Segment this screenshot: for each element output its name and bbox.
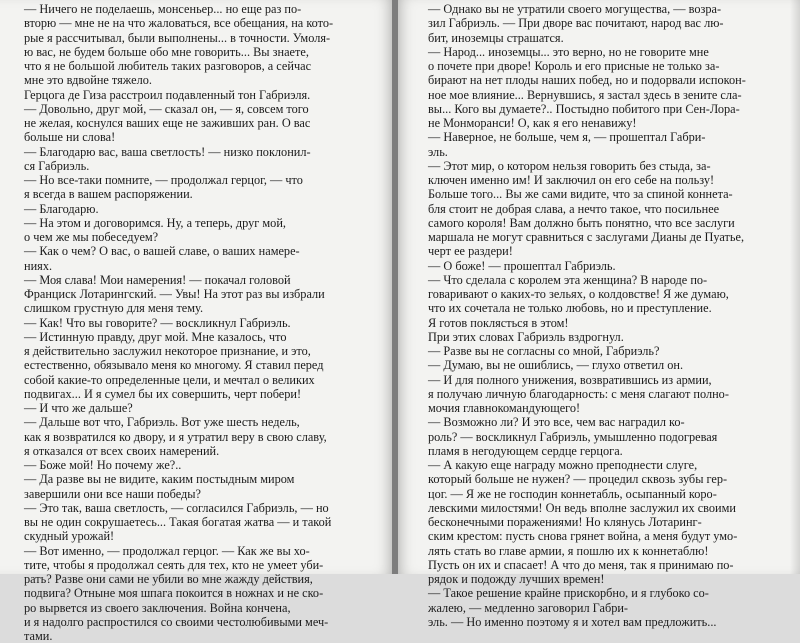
text-line: который больше не нужен? — процедил сквозь зубы гер-	[428, 472, 728, 487]
text-line: — Довольно, друг мой, — сказал он, — я, совсем того	[24, 101, 309, 116]
text-line: ся Габриэль.	[24, 158, 90, 173]
text-line: — Благодарю.	[24, 201, 99, 216]
text-line: левскими милостями! Он ведь вполне заслужил их своими	[428, 500, 736, 515]
text-line: о чем же мы побеседуем?	[24, 230, 159, 244]
text-line: — Боже мой! Но почему же?..	[24, 458, 182, 472]
text-line: маршала не могут сравниться с заслугами Дианы де Пуатье,	[428, 230, 745, 244]
right-page	[398, 0, 800, 629]
text-line: я отказался от всех своих намерений.	[24, 443, 220, 458]
text-line: и я надолго распростился со своими честолюбивыми меч-	[24, 614, 329, 629]
text-line: лять стать во главе армии, я пошлю их к коннетаблю!	[428, 543, 709, 558]
text-line: что я не большой любитель таких разговоров, а сейчас	[24, 59, 312, 73]
text-line: слишком грустную для меня тему.	[24, 301, 204, 316]
text-line: — На этом и договоримся. Ну, а теперь, друг мой,	[24, 215, 286, 230]
text-line: — Да разве вы не видите, каким постыдным миром	[24, 472, 295, 487]
text-line: Больше того... Вы же сами видите, что за спиной коннета-	[428, 187, 733, 202]
text-line: о почете при дворе! Король и его присные не только за-	[428, 59, 720, 73]
text-line: бит, иноземцы страшатся.	[428, 30, 564, 45]
text-line: я действительно заслужил некоторое признание, и это,	[24, 344, 311, 358]
text-line: жалею, — медленно заговорил Габри-	[428, 600, 629, 615]
text-line: — А какую еще награду можно преподнести слуге,	[428, 458, 698, 472]
text-line: рать? Разве они сами не убили во мне жажду действия,	[24, 572, 313, 586]
text-line: что их сочетала не только любовь, но и преступление.	[428, 301, 712, 316]
text-line: эль.	[428, 144, 448, 159]
text-line: вы... Кого вы думаете?.. Постыдно побитого при Сен-Лора-	[428, 101, 740, 116]
text-line: собой какие-то определенные цели, и мечтал о великих	[24, 372, 315, 387]
text-line: зил Габриэль. — При дворе вас почитают, народ вас лю-	[428, 16, 724, 31]
text-line: — Ничего не поделаешь, монсеньер... но еще раз по-	[24, 2, 302, 16]
text-line: ключен именно им! И заключил он его себе на пользу!	[428, 173, 715, 187]
text-line: — Возможно ли? И это все, чем вас наградил ко-	[428, 415, 685, 430]
text-line: Пусть он их и спасает! А что до меня, так я принимаю по-	[428, 557, 734, 572]
text-line: черт ее раздери!	[428, 244, 513, 259]
text-line: — Истинную правду, друг мой. Мне казалось, что	[24, 329, 287, 344]
text-line: как я возвратился ко двору, и я утратил веру в свою славу,	[24, 429, 327, 444]
text-line: вы не один сокрушаетесь... Такая богатая жатва — и такой	[24, 515, 332, 529]
text-line: — Вот именно, — продолжал герцог. — Как же вы хо-	[24, 543, 310, 558]
text-line: ро вырвется из своего заключения. Война кончена,	[24, 600, 291, 615]
text-line: самого короля! Вам должно быть понятно, что все заслуги	[428, 215, 735, 230]
left-page	[0, 0, 392, 643]
text-line: бля стоит не добрая слава, а нечто такое, что посильнее	[428, 201, 720, 216]
page-edge-shadow	[790, 0, 800, 574]
text-line: пламя в негодующем сердце герцога.	[428, 443, 623, 458]
text-line: естественно, обязывало меня ко многому. Я ставил перед	[24, 358, 324, 373]
text-line: мне это вдвойне тяжело.	[24, 73, 152, 88]
text-line: скудный урожай!	[24, 529, 115, 544]
text-line: При этих словах Габриэль вздрогнул.	[428, 329, 624, 344]
text-line: — Народ... иноземцы... это верно, но не говорите мне	[428, 44, 709, 59]
text-line: — Разве вы не согласны со мной, Габриэль?	[428, 344, 660, 358]
text-line: роль? — воскликнул Габриэль, умышленно подогревая	[428, 429, 718, 444]
text-line: — Но все-таки помните, — продолжал герцог, — что	[24, 173, 303, 187]
text-line: — Как! Что вы говорите? — воскликнул Габриэль.	[24, 315, 291, 330]
text-line: ное мое влияние... Вернувшись, я застал здесь в зените сла-	[428, 87, 742, 102]
right-page-text	[428, 2, 778, 629]
text-line: вторю — мне не на что жаловаться, все обещания, на кото-	[24, 16, 334, 31]
text-line: Герцога де Гиза расстроил подавленный тон Габриэля.	[24, 87, 311, 102]
text-line: подвигах... И я сумел бы их совершить, черт побери!	[24, 386, 302, 401]
text-line: — Однако вы не утратили своего могущества, — возра-	[428, 2, 722, 16]
text-line: подвига? Отныне моя шпага покоится в ножнах и не ско-	[24, 586, 324, 601]
text-line: — И что же дальше?	[24, 401, 133, 415]
text-line: рые я рассчитывал, были выполнены... в точности. Умоля-	[24, 30, 331, 45]
text-line: рядок и подожду лучших времен!	[428, 572, 605, 586]
text-line: — И для полного унижения, возвратившись из армии,	[428, 372, 712, 387]
text-line: — О боже! — прошептал Габриэль.	[428, 258, 616, 273]
text-line: не Монморанси! О, как я его ненавижу!	[428, 116, 637, 130]
text-line: я всегда в вашем распоряжении.	[24, 187, 193, 202]
text-line: тами.	[24, 629, 53, 643]
text-line: не желая, коснулся ваших еще не заживших ран. О вас	[24, 116, 311, 130]
text-line: ю вас, не будем больше обо мне говорить... Вы знаете,	[24, 44, 309, 59]
text-line: бесконечными поражениями! Но клянусь Лотаринг-	[428, 515, 702, 529]
text-line: — Этот мир, о котором нельзя говорить без стыда, за-	[428, 158, 711, 173]
text-line: бирают на нет плоды наших побед, но и подорвали испокон-	[428, 73, 746, 88]
text-line: ниях.	[24, 258, 53, 273]
text-line: Я готов поклясться в этом!	[428, 315, 569, 330]
text-line: ским крестом: пусть снова грянет война, а меня будут умо-	[428, 529, 738, 544]
text-line: больше ни слова!	[24, 130, 116, 145]
text-line: мочия главнокомандующего!	[428, 401, 581, 415]
text-line: — Дальше вот что, Габриэль. Вот уже шесть недель,	[24, 415, 300, 430]
text-line: тите, чтобы я продолжал сеять для тех, кто не умеет уби-	[24, 557, 324, 572]
text-line: завершили они все наши победы?	[24, 486, 202, 501]
text-line: — Как о чем? О вас, о вашей славе, о ваших намере-	[24, 244, 300, 259]
text-line: Франциск Лотарингский. — Увы! На этот раз вы избрали	[24, 287, 325, 301]
text-line: говаривают о каких-то зельях, о колдовстве! Я же думаю,	[428, 287, 729, 301]
text-line: — Это так, ваша светлость, — согласился Габриэль, — но	[24, 500, 329, 515]
text-line: эль. — Но именно поэтому я и хотел вам предложить...	[428, 614, 717, 629]
text-line: — Моя слава! Мои намерения! — покачал головой	[24, 272, 291, 287]
text-line: — Что сделала с королем эта женщина? В народе по-	[428, 272, 708, 287]
text-line: — Такое решение крайне прискорбно, и я глубоко со-	[428, 586, 709, 601]
text-line: — Наверное, не больше, чем я, — прошептал Габри-	[428, 130, 706, 145]
text-line: — Думаю, вы не ошиблись, — глухо ответил он.	[428, 358, 684, 373]
text-line: я получаю личную благодарность: с меня слагают полно-	[428, 386, 729, 401]
text-line: — Благодарю вас, ваша светлость! — низко поклонил-	[24, 144, 311, 159]
text-line: цог. — Я же не господин коннетабль, осыпанный коро-	[428, 486, 717, 501]
left-page-text	[24, 2, 368, 643]
